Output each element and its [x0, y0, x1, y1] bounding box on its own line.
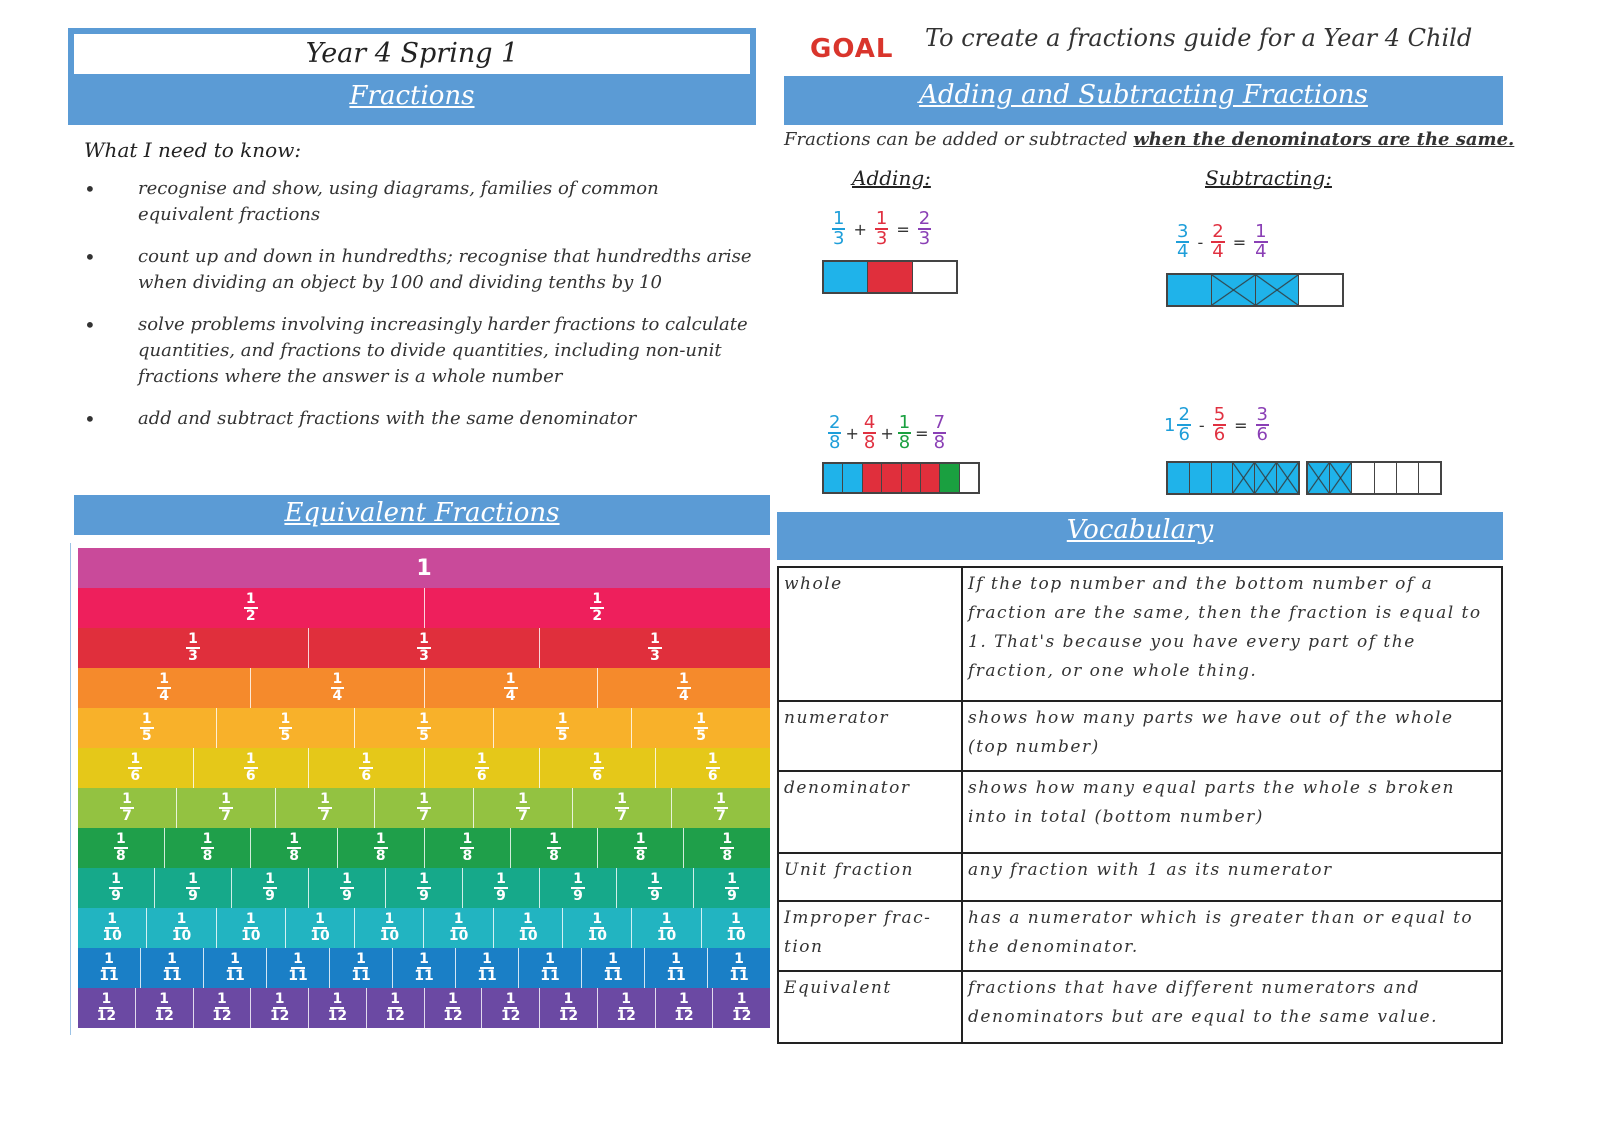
fraction-cell: 1 4	[251, 668, 424, 708]
fraction-cell: 1 12	[713, 988, 770, 1028]
fraction-cell: 1 11	[393, 948, 456, 988]
fraction-cell: 1 11	[456, 948, 519, 988]
fraction-cell: 1 10	[355, 908, 424, 948]
fraction-row-8	[78, 828, 770, 868]
fraction-cell: 1 10	[702, 908, 770, 948]
goal-logo: GOAL	[810, 34, 894, 64]
fraction-cell: 1 2	[78, 588, 425, 628]
know-item: • add and subtract fractions with the same denominator	[84, 406, 774, 432]
vocab-term: Equivalent	[778, 971, 962, 1043]
fraction-cell: 1 9	[155, 868, 232, 908]
fraction-cell: 1 3	[78, 628, 309, 668]
vocab-term: denominator	[778, 771, 962, 853]
fraction-row-9	[78, 868, 770, 908]
fraction-cell: 1 7	[276, 788, 375, 828]
fraction-cell: 1 5	[632, 708, 770, 748]
fraction-cell: 1 12	[425, 988, 483, 1028]
fraction-cell: 1 11	[267, 948, 330, 988]
fraction-cell: 1 2	[425, 588, 771, 628]
fraction-cell: 1 7	[573, 788, 672, 828]
fraction-row-11	[78, 948, 770, 988]
vocab-definition: If the top number and the bottom number of a fraction are the same, then the fraction is equal to 1. That's because you have every part of the fraction, or one whole thing.	[962, 567, 1502, 701]
fraction-cell: 1 3	[309, 628, 540, 668]
fraction-cell: 1 8	[598, 828, 685, 868]
fraction-cell: 1 12	[309, 988, 367, 1028]
fraction-cell: 1 9	[617, 868, 694, 908]
fraction-cell: 1 9	[694, 868, 770, 908]
fraction-cell: 1 12	[194, 988, 252, 1028]
fraction-row-4	[78, 668, 770, 708]
fraction-cell: 1 11	[204, 948, 267, 988]
know-heading: What I need to know:	[84, 138, 302, 162]
fraction-cell: 1 6	[194, 748, 310, 788]
know-item: • recognise and show, using diagrams, families of common equivalent fractions	[84, 176, 698, 228]
fraction-cell: 1 12	[78, 988, 136, 1028]
fraction-cell: 1 7	[177, 788, 276, 828]
fraction-cell: 1 6	[78, 748, 194, 788]
vocabulary-table	[777, 566, 1503, 1044]
fraction-row-whole	[78, 548, 770, 588]
fraction-cell: 1 11	[708, 948, 770, 988]
know-item: • solve problems involving increasingly harder fractions to calculate quantities, and fractions to divide quantities, including non-unit fractions where the answer is a whole number	[84, 312, 774, 390]
vocab-row	[778, 971, 1502, 1043]
fraction-cell: 1 4	[78, 668, 251, 708]
fraction-row-3	[78, 628, 770, 668]
adding-equation-1: $\frac{1}{3}$ + $\frac{1}{3}$ = $\frac{2}{3}$	[833, 208, 931, 249]
fraction-cell: 1 7	[78, 788, 177, 828]
fraction-cell: 1 9	[78, 868, 155, 908]
wall-border	[70, 543, 71, 1035]
fraction-cell: 1 8	[425, 828, 512, 868]
fraction-cell: 1 6	[425, 748, 541, 788]
fraction-cell: 1 6	[656, 748, 771, 788]
fraction-cell: 1 10	[286, 908, 355, 948]
subtracting-bar-sixths-part	[1306, 461, 1442, 495]
fraction-wall	[78, 548, 770, 1028]
vocab-definition: shows how many parts we have out of the whole (top number)	[962, 701, 1502, 771]
vocab-definition: shows how many equal parts the whole s broken into in total (bottom number)	[962, 771, 1502, 853]
fraction-cell: 1 10	[147, 908, 216, 948]
fraction-cell: 1 5	[78, 708, 217, 748]
fraction-cell: 1 6	[309, 748, 425, 788]
fraction-cell: 1 12	[136, 988, 194, 1028]
vocab-term: whole	[778, 567, 962, 701]
fraction-cell: 1 9	[386, 868, 463, 908]
fraction-cell: 1 10	[78, 908, 147, 948]
vocab-row	[778, 771, 1502, 853]
whole-label: 1	[416, 555, 432, 581]
subtracting-bar-sixths-whole	[1166, 461, 1300, 495]
title-box	[68, 28, 756, 78]
fraction-cell: 1 12	[482, 988, 540, 1028]
fraction-cell: 1 12	[367, 988, 425, 1028]
fraction-cell: 1 6	[540, 748, 656, 788]
fraction-cell: 1 8	[684, 828, 770, 868]
intro-emphasis: when the denominators are the same.	[1133, 129, 1515, 150]
adding-equation-2: $\frac{2}{8}$ + $\frac{4}{8}$ + $\frac{1}{8}$ = $\frac{7}{8}$	[829, 412, 946, 453]
fraction-cell: 1 11	[330, 948, 393, 988]
fraction-cell: 1 12	[598, 988, 656, 1028]
fraction-cell: 1 4	[598, 668, 770, 708]
vocab-definition: any fraction with 1 as its numerator	[962, 853, 1502, 901]
fraction-cell: 1 4	[425, 668, 598, 708]
fraction-cell: 1 10	[632, 908, 701, 948]
fraction-cell: 1 5	[355, 708, 494, 748]
page-title: Year 4 Spring 1	[74, 34, 750, 74]
fraction-cell: 1 8	[338, 828, 425, 868]
fraction-cell: 1 8	[251, 828, 338, 868]
fraction-cell: 1 5	[217, 708, 356, 748]
vocab-term: Improper frac- tion	[778, 901, 962, 971]
subtracting-equation-1: $\frac{3}{4}$ - $\frac{2}{4}$ = $\frac{1}{4}$	[1177, 221, 1267, 262]
fraction-cell: 1 3	[540, 628, 770, 668]
fraction-cell: 1 9	[540, 868, 617, 908]
adding-label: Adding:	[852, 166, 931, 190]
fraction-cell: 1 11	[78, 948, 141, 988]
fraction-row-6	[78, 748, 770, 788]
fraction-cell: 1 12	[656, 988, 714, 1028]
fraction-cell: 1 10	[424, 908, 493, 948]
fraction-cell: 1 7	[474, 788, 573, 828]
vocab-row	[778, 567, 1502, 701]
vocab-term: numerator	[778, 701, 962, 771]
adding-subtracting-heading: Adding and Subtracting Fractions	[784, 76, 1503, 125]
subtracting-label: Subtracting:	[1205, 166, 1332, 190]
know-item: • count up and down in hundredths; recognise that hundredths arise when dividing an object by 100 and dividing tenths by 10	[84, 244, 774, 296]
fraction-cell: 1 8	[78, 828, 165, 868]
fraction-cell: 1 11	[519, 948, 582, 988]
addsub-intro: Fractions can be added or subtracted when the denominators are the same.	[784, 129, 1515, 150]
vocab-row	[778, 901, 1502, 971]
fraction-cell: 1 9	[463, 868, 540, 908]
fraction-row-2	[78, 588, 770, 628]
fraction-row-10	[78, 908, 770, 948]
fraction-cell: 1 10	[494, 908, 563, 948]
fraction-cell: 1 8	[165, 828, 252, 868]
vocab-row	[778, 701, 1502, 771]
adding-bar-thirds	[822, 260, 958, 294]
fraction-cell: 1 5	[494, 708, 633, 748]
fraction-cell: 1 12	[540, 988, 598, 1028]
fraction-cell: 1 9	[309, 868, 386, 908]
fraction-cell: 1 7	[672, 788, 770, 828]
fraction-cell: 1 10	[563, 908, 632, 948]
fraction-cell: 1 12	[251, 988, 309, 1028]
fraction-row-12	[78, 988, 770, 1028]
fraction-cell: 1 7	[375, 788, 474, 828]
vocab-definition: fractions that have different numerators and denominators but are equal to the same value.	[962, 971, 1502, 1043]
vocab-term: Unit fraction	[778, 853, 962, 901]
fraction-cell-whole	[78, 548, 770, 588]
fraction-cell: 1 11	[645, 948, 708, 988]
fraction-cell: 1 11	[141, 948, 204, 988]
fraction-row-5	[78, 708, 770, 748]
vocab-definition: has a numerator which is greater than or equal to the denominator.	[962, 901, 1502, 971]
vocabulary-heading: Vocabulary	[777, 512, 1503, 560]
subtracting-bar-quarters	[1166, 273, 1344, 307]
goal-text: To create a fractions guide for a Year 4 Child	[925, 24, 1473, 52]
vocab-row	[778, 853, 1502, 901]
know-list	[84, 176, 774, 448]
fractions-heading: Fractions	[68, 78, 756, 125]
fraction-cell: 1 8	[511, 828, 598, 868]
equivalent-fractions-heading: Equivalent Fractions	[74, 495, 770, 535]
fraction-cell: 1 10	[217, 908, 286, 948]
adding-bar-eighths	[822, 462, 980, 494]
fraction-cell: 1 9	[232, 868, 309, 908]
fraction-row-7	[78, 788, 770, 828]
subtracting-equation-2: 1 $\frac{2}{6}$ - $\frac{5}{6}$ = $\frac{3}{6}$	[1164, 404, 1268, 445]
fraction-cell: 1 11	[582, 948, 645, 988]
